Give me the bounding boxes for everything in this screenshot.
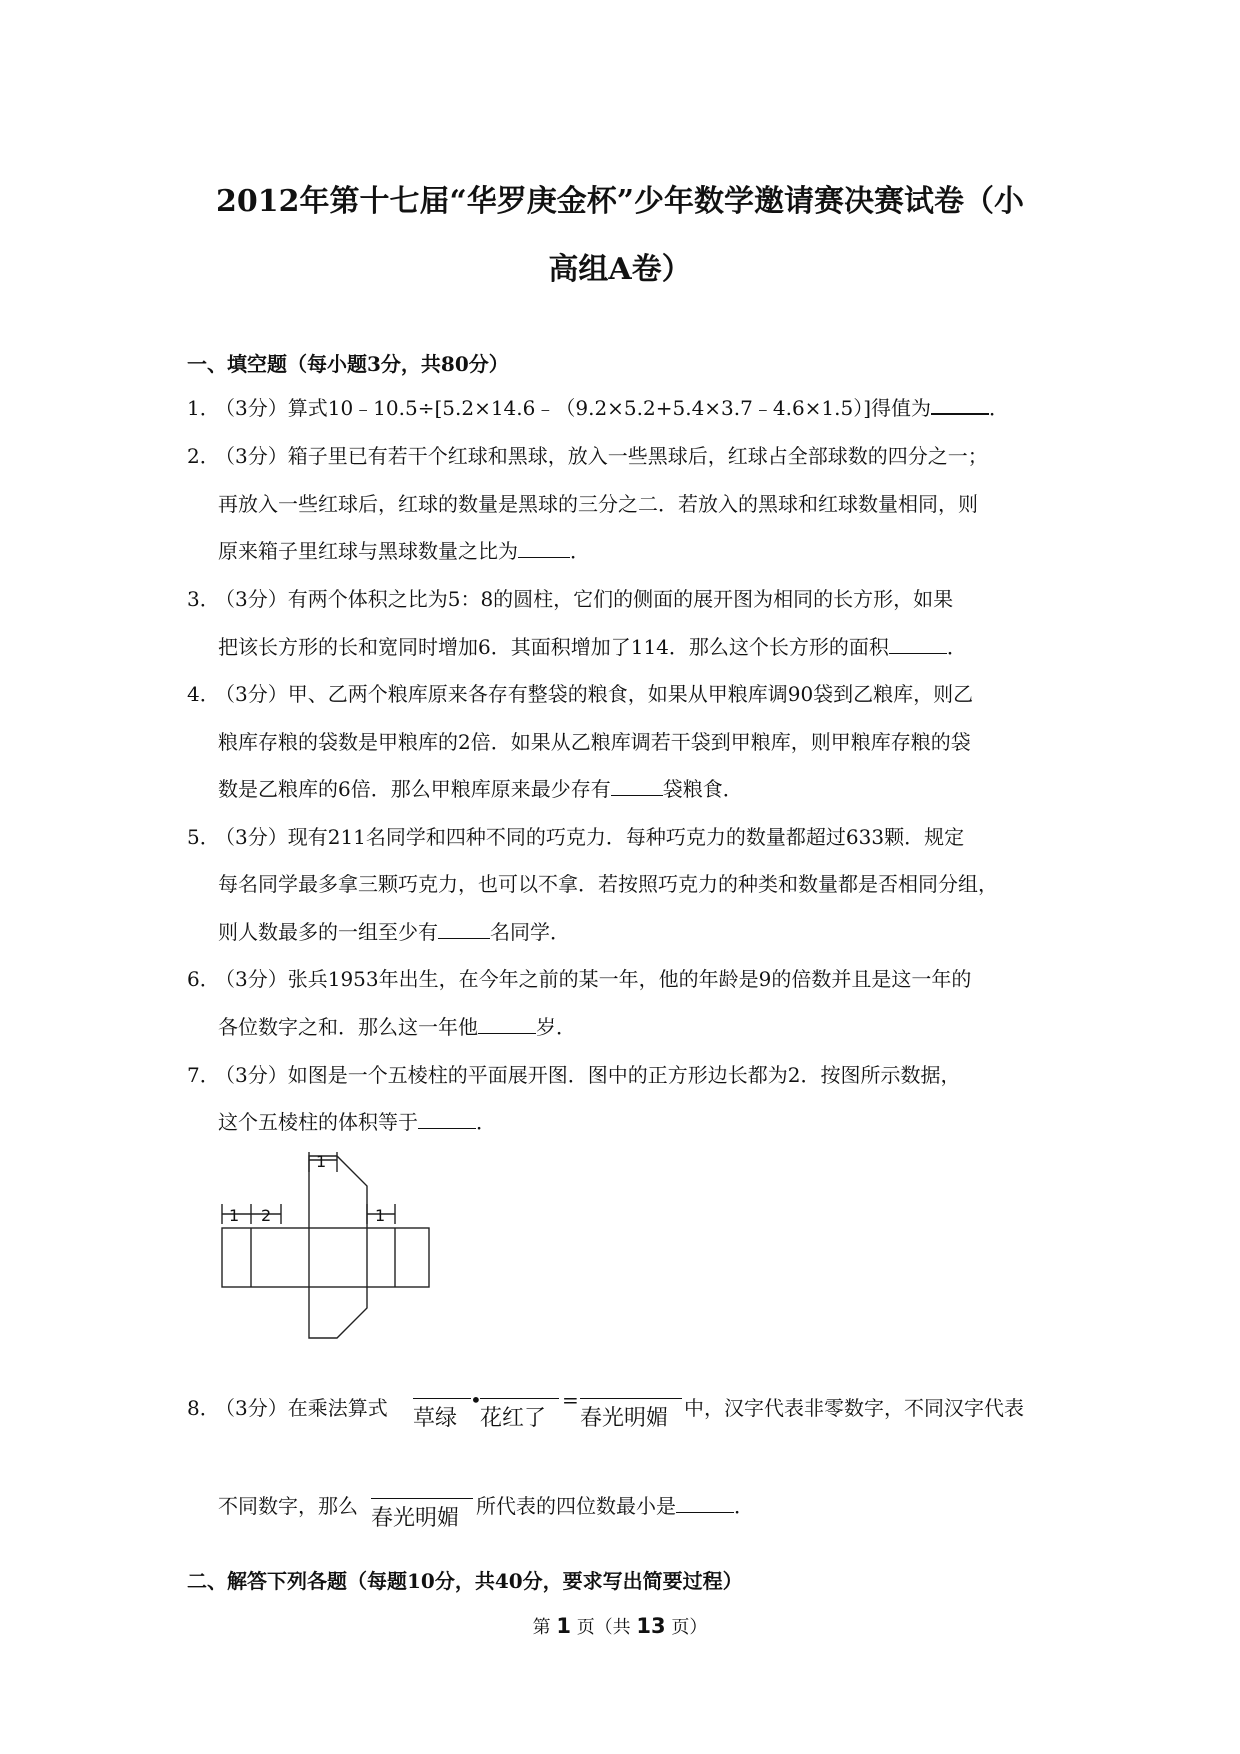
term-b: 花红了 (480, 1406, 547, 1431)
question-1-text (215, 392, 1009, 421)
label-left-1: 1 (229, 1206, 240, 1225)
question-8-end: ． (734, 1494, 754, 1518)
overline-term-b (480, 1398, 559, 1432)
question-2-line3 (218, 535, 590, 564)
question-2-end: ． (570, 539, 590, 563)
overline-b (480, 1398, 559, 1399)
section-heading-fill-in: 一、填空题（每小题3分，共80分） (187, 352, 509, 376)
answer-blank-2[interactable] (518, 539, 570, 558)
question-6-line1: （3分）张兵1953年出生，在今年之前的某一年，他的年龄是9的倍数并且是这一年的 (215, 967, 972, 991)
question-5-number: 5． (187, 825, 220, 849)
exam-title-line1: 2012年第十七届“华罗庚金杯”少年数学邀请赛决赛试卷（小 (215, 184, 1024, 219)
question-5-line3 (218, 916, 570, 945)
footer-mid: 页（共 (576, 1617, 631, 1638)
question-5-line1: （3分）现有211名同学和四种不同的巧克力．每种巧克力的数量都超过633颗．规定 (215, 825, 965, 849)
answer-blank-4[interactable] (611, 777, 663, 796)
question-2-number: 2． (187, 444, 220, 468)
exam-title-line2: 高组A卷） (548, 252, 692, 287)
question-2-line1: （3分）箱子里已有若干个红球和黑球，放入一些黑球后，红球占全部球数的四分之一； (215, 444, 988, 468)
question-1-number: 1． (187, 396, 220, 420)
question-6-line2 (218, 1011, 576, 1040)
multiply-dot: • (470, 1388, 482, 1412)
question-3-number: 3． (187, 587, 220, 611)
question-7-line1: （3分）如图是一个五棱柱的平面展开图．图中的正方形边长都为2．按图所示数据， (215, 1063, 961, 1087)
label-top-1: 1 (316, 1152, 327, 1171)
question-5-line3-text: 则人数最多的一组至少有 (218, 920, 438, 944)
question-2-line2: 再放入一些红球后，红球的数量是黑球的三分之二．若放入的黑球和红球数量相同，则 (218, 492, 978, 516)
pentagon-bottom (309, 1287, 367, 1338)
question-2-line3-text: 原来箱子里红球与黑球数量之比为 (218, 539, 518, 563)
answer-blank-8[interactable] (676, 1494, 734, 1513)
question-4-line2: 粮库存粮的袋数是甲粮库的2倍．如果从乙粮库调若干袋到甲粮库，则甲粮库存粮的袋 (218, 730, 971, 754)
question-1-body: （3分）算式10﹣10.5÷[5.2×14.6﹣（9.2×5.2+5.4×3.7﹣4.6×1.5）]得值为 (215, 396, 932, 420)
question-4-line3 (218, 773, 743, 802)
term-c2: 春光明媚 (371, 1506, 460, 1531)
overline-term-c (580, 1398, 682, 1432)
question-6-end: 岁． (536, 1015, 576, 1039)
answer-blank-1[interactable] (931, 395, 989, 415)
question-4-line3-text: 数是乙粮库的6倍．那么甲粮库原来最少存有 (218, 777, 611, 801)
answer-blank-7[interactable] (418, 1110, 476, 1129)
question-3-line1: （3分）有两个体积之比为5：8的圆柱，它们的侧面的展开图为相同的长方形，如果 (215, 587, 954, 611)
question-5-end: 名同学． (490, 920, 570, 944)
footer-page-number: 1 (556, 1614, 571, 1638)
question-7-line2 (218, 1106, 496, 1135)
question-4-line1: （3分）甲、乙两个粮库原来各存有整袋的粮食，如果从甲粮库调90袋到乙粮库，则乙 (215, 682, 974, 706)
prism-net-figure (215, 1148, 455, 1348)
question-8-pre: （3分）在乘法算式 (215, 1396, 388, 1420)
term-a: 草绿 (413, 1406, 458, 1431)
overline-c (580, 1398, 682, 1399)
question-8-number: 8． (187, 1396, 220, 1420)
footer-pre: 第 (532, 1617, 551, 1638)
question-6-number: 6． (187, 967, 220, 991)
question-7-end: ． (476, 1110, 496, 1134)
question-8-line2a: 不同数字，那么 (218, 1494, 358, 1518)
answer-blank-6[interactable] (478, 1015, 536, 1034)
label-left-2: 2 (261, 1206, 272, 1225)
equals-sign: = (562, 1388, 579, 1412)
term-c: 春光明媚 (580, 1406, 669, 1431)
overline-term-c2 (371, 1498, 473, 1532)
question-7-number: 7． (187, 1063, 220, 1087)
question-8-line2c-text: 所代表的四位数最小是 (476, 1494, 676, 1518)
question-7-line2-text: 这个五棱柱的体积等于 (218, 1110, 418, 1134)
question-4-end: 袋粮食． (662, 777, 743, 801)
answer-blank-3[interactable] (889, 635, 947, 654)
answer-blank-5[interactable] (438, 920, 490, 939)
question-3-line2 (218, 631, 967, 660)
question-1-end: ． (989, 396, 1010, 420)
lateral-faces-strip (222, 1228, 429, 1287)
section-heading-solve: 二、解答下列各题（每题10分，共40分，要求写出简要过程） (187, 1569, 743, 1593)
overline-a (413, 1398, 471, 1399)
question-8-post: 中，汉字代表非零数字，不同汉字代表 (684, 1396, 1024, 1420)
footer-post: 页） (671, 1617, 708, 1638)
question-5-line2: 每名同学最多拿三颗巧克力，也可以不拿．若按照巧克力的种类和数量都是否相同分组， (218, 872, 998, 896)
question-6-line2-text: 各位数字之和．那么这一年他 (218, 1015, 478, 1039)
question-3-end: ． (946, 635, 967, 659)
question-8-line2c (476, 1490, 754, 1519)
overline-c2 (371, 1498, 473, 1499)
question-4-number: 4． (187, 682, 220, 706)
question-3-line2-text: 把该长方形的长和宽同时增加6．其面积增加了114．那么这个长方形的面积 (218, 635, 889, 659)
label-right-1: 1 (375, 1206, 386, 1225)
page-footer (0, 1613, 1240, 1639)
overline-term-a (413, 1398, 471, 1432)
footer-total-pages: 13 (636, 1614, 666, 1638)
